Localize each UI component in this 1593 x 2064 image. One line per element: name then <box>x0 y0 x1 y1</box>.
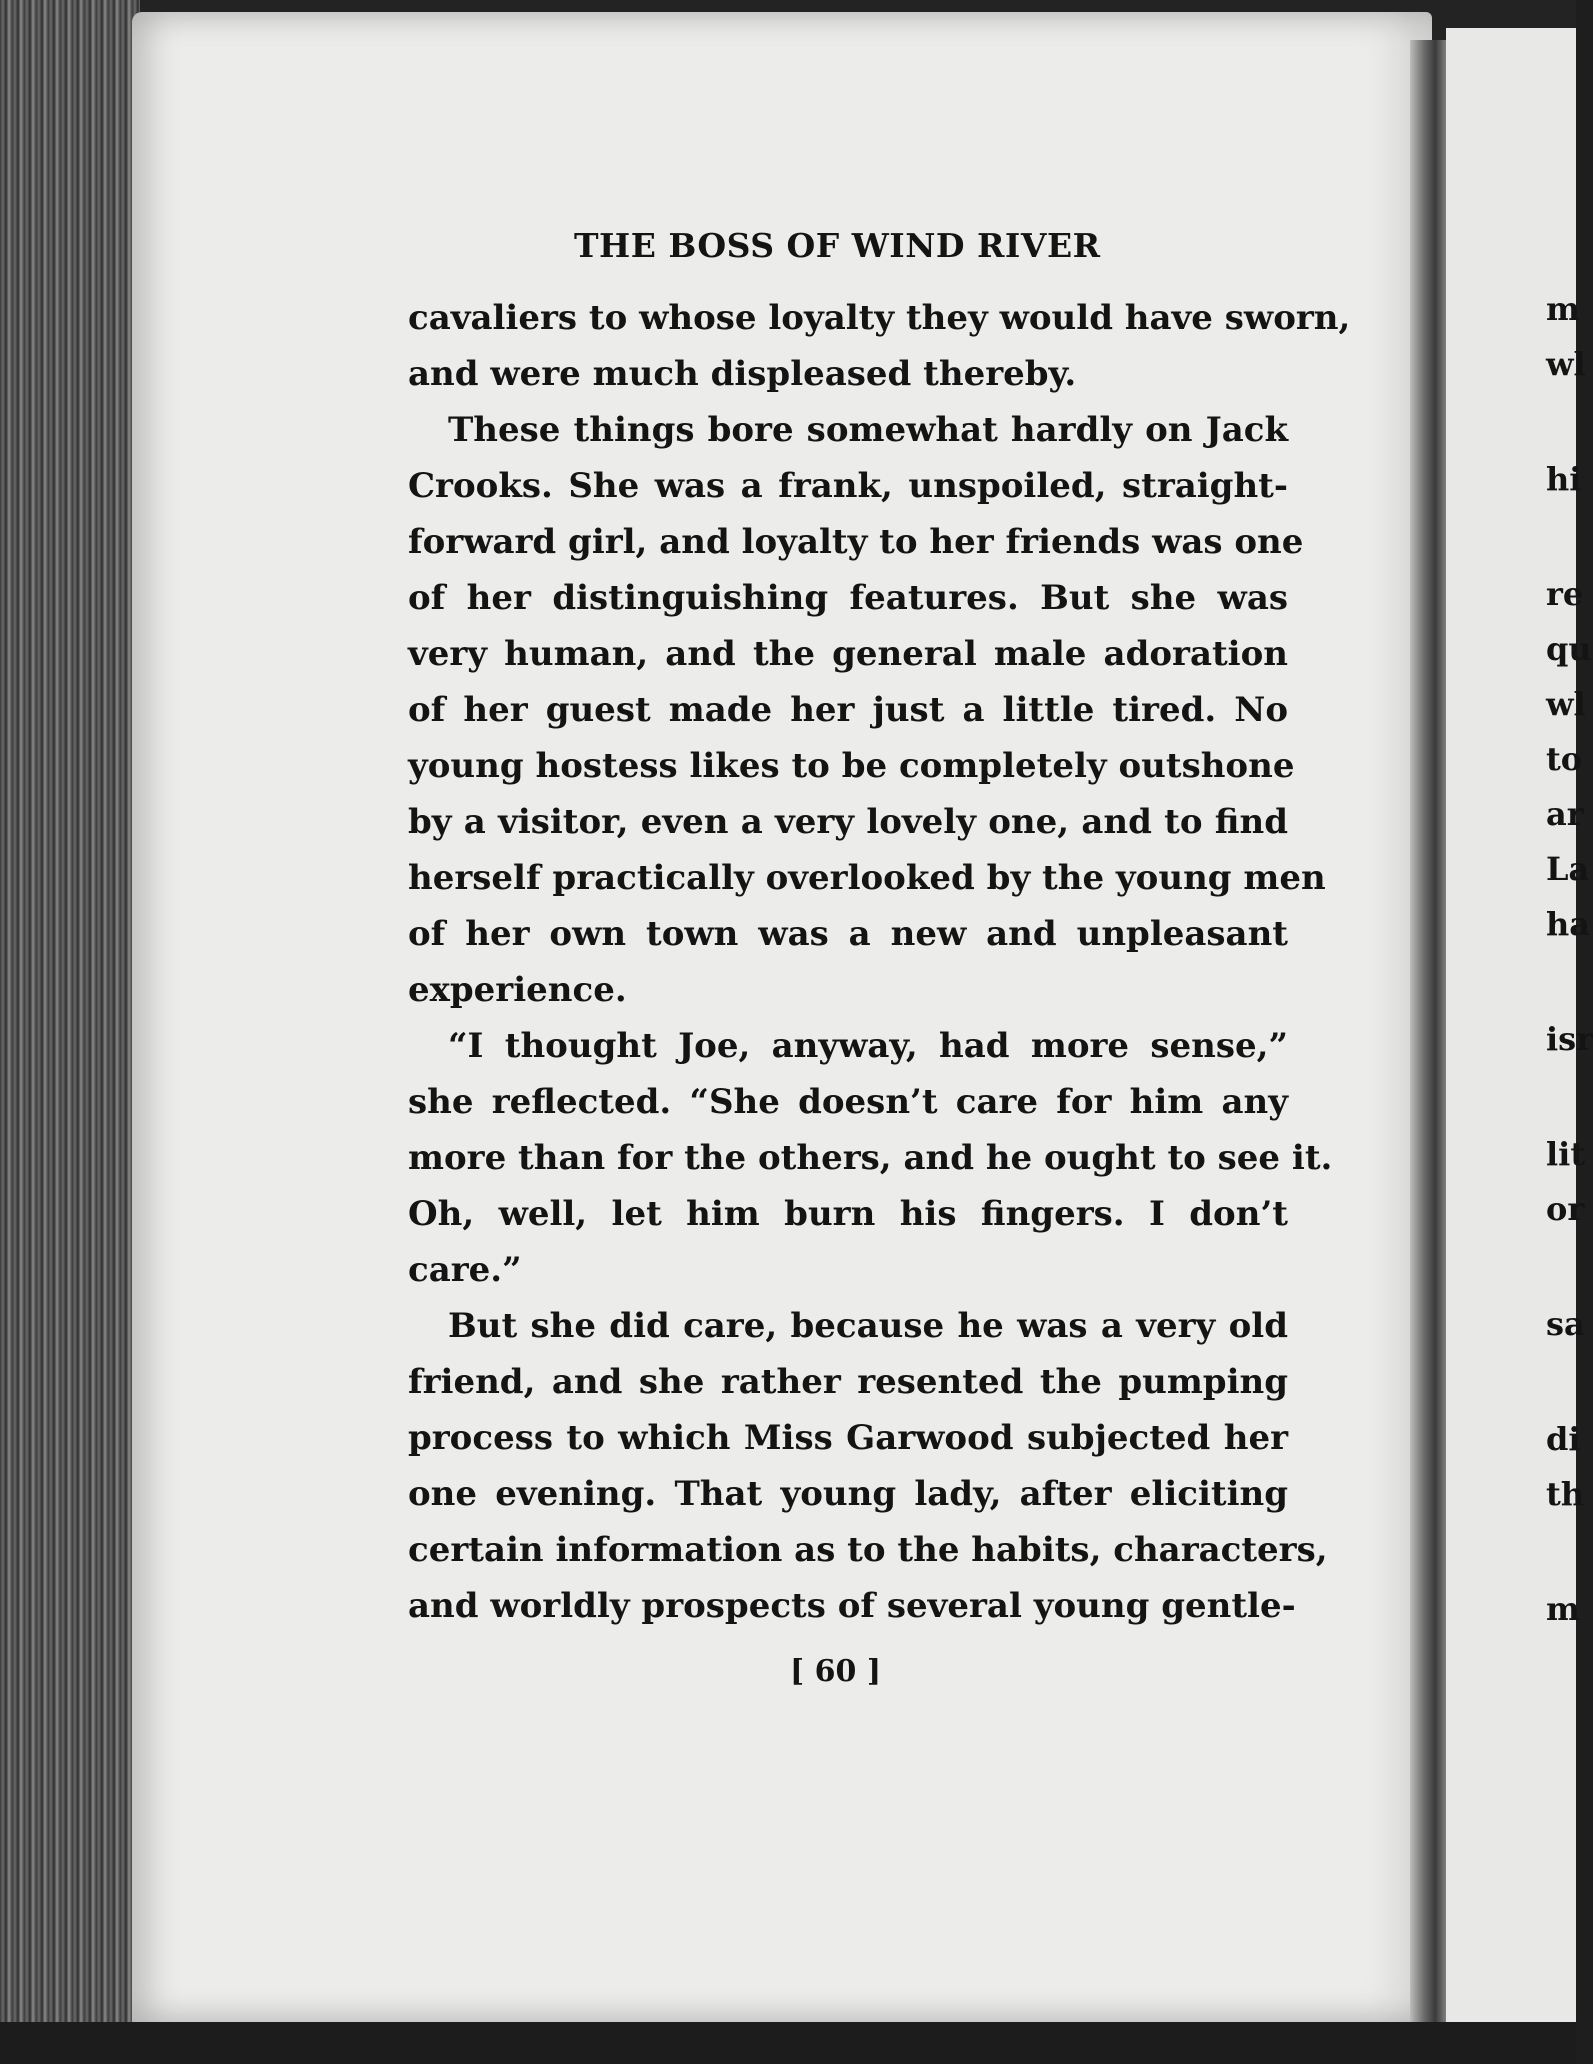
right-page-fragment: wl <box>1546 345 1586 383</box>
page-number: [ 60 ] <box>790 1654 882 1689</box>
text-line: by a visitor, even a very lovely one, and to find <box>408 802 1288 842</box>
scan-bottom-edge <box>0 2022 1576 2064</box>
text-line: friend, and she rather resented the pumping <box>408 1362 1288 1402</box>
right-page-fragment: di <box>1546 1420 1581 1458</box>
text-line: very human, and the general male adoration <box>408 634 1288 674</box>
running-head: THE BOSS OF WIND RIVER <box>574 226 1101 265</box>
text-line: one evening. That young lady, after eliciting <box>408 1474 1288 1514</box>
text-line: Oh, well, let him burn his fingers. I don’t <box>408 1194 1288 1234</box>
text-line: forward girl, and loyalty to her friends was one <box>408 522 1304 562</box>
text-line: of her guest made her just a little tired. No <box>408 690 1288 730</box>
right-page-fragment: ar <box>1546 795 1584 833</box>
text-line: young hostess likes to be completely outshone <box>408 746 1295 786</box>
right-page-fragment: re <box>1546 575 1584 613</box>
text-line: But she did care, because he was a very old <box>448 1306 1288 1346</box>
right-page-fragment: m <box>1546 1590 1580 1628</box>
page-edges <box>0 0 140 2064</box>
text-line: care.” <box>408 1250 522 1290</box>
text-line: process to which Miss Garwood subjected her <box>408 1418 1288 1458</box>
right-page-fragment: La <box>1546 850 1590 888</box>
text-line: herself practically overlooked by the young men <box>408 858 1326 898</box>
text-line: These things bore somewhat hardly on Jack <box>448 410 1288 450</box>
body-text <box>408 290 1351 1634</box>
right-page-fragment: qu <box>1546 630 1592 668</box>
right-page-fragment: sa <box>1546 1305 1585 1343</box>
right-page-fragment: isr <box>1546 1020 1593 1058</box>
right-page-fragment: th <box>1546 1475 1585 1513</box>
text-line: of her own town was a new and unpleasant <box>408 914 1288 954</box>
text-line: experience. <box>408 970 627 1010</box>
right-page-fragment: wl <box>1546 685 1586 723</box>
right-page-fragment: to <box>1546 740 1583 778</box>
text-line: more than for the others, and he ought to see it. <box>408 1138 1333 1178</box>
right-page-fragment: hi <box>1546 460 1582 498</box>
right-page-fragment: or <box>1546 1190 1585 1228</box>
text-line: certain information as to the habits, characters, <box>408 1530 1328 1570</box>
text-line: and were much displeased thereby. <box>408 354 1077 394</box>
right-page-fragment: m <box>1546 290 1580 328</box>
text-line: cavaliers to whose loyalty they would have sworn, <box>408 298 1351 338</box>
text-line: “I thought Joe, anyway, had more sense,” <box>448 1026 1288 1066</box>
text-line: Crooks. She was a frank, unspoiled, straight- <box>408 466 1288 506</box>
right-page-fragment: lit <box>1546 1135 1586 1173</box>
text-line: she reflected. “She doesn’t care for him any <box>408 1082 1288 1122</box>
text-line: of her distinguishing features. But she was <box>408 578 1288 618</box>
book-gutter <box>1410 40 1446 2040</box>
right-page-fragment: ha <box>1546 905 1590 943</box>
text-line: and worldly prospects of several young gentle- <box>408 1586 1296 1626</box>
